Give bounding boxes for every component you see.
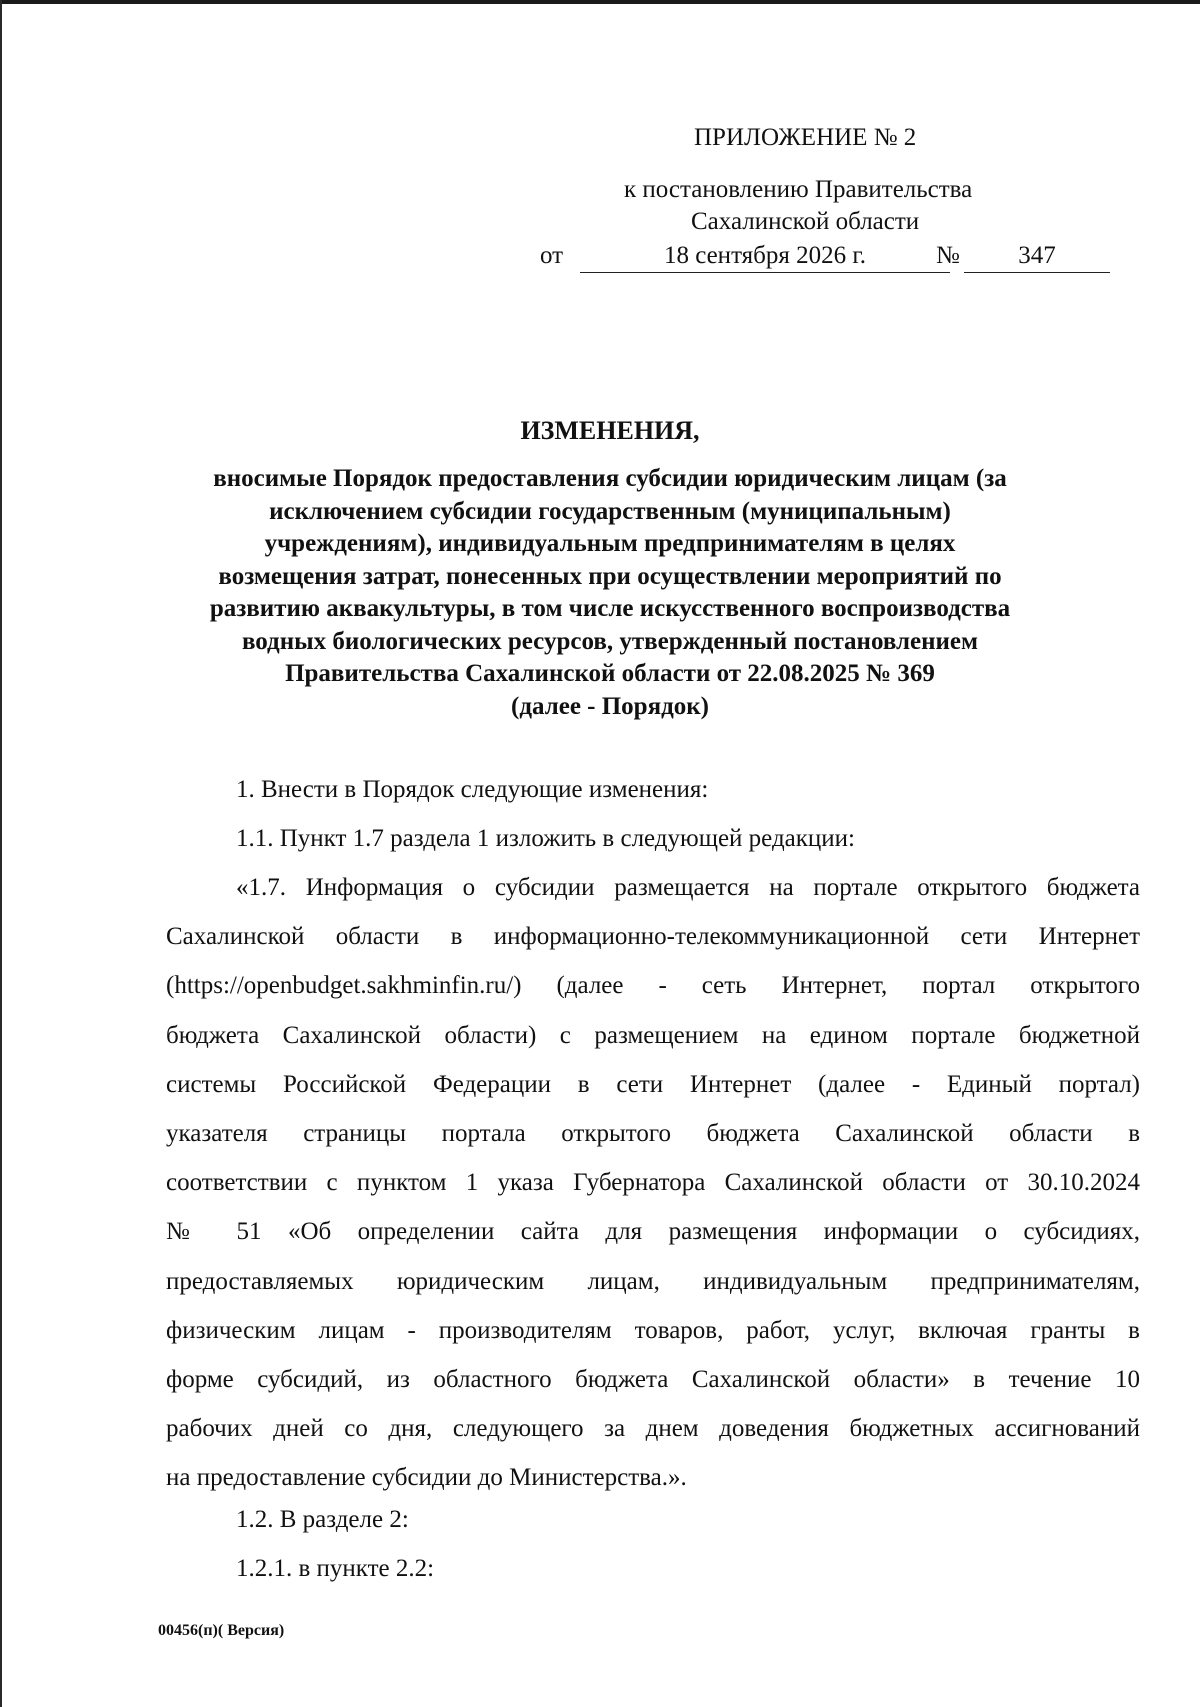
document-title: ИЗМЕНЕНИЯ,	[520, 416, 700, 445]
paragraph-1: 1. Внести в Порядок следующие изменения:	[236, 776, 709, 803]
subtitle-line: вносимые Порядок предоставления субсидии юридическим лицам (за	[213, 465, 1007, 492]
quote-line: № 51 «Об определении сайта для размещения информации о субсидиях,	[166, 1218, 1140, 1246]
appendix-line-1: к постановлению Правительства	[624, 176, 973, 203]
quote-line: соответствии с пунктом 1 указа Губернатора Сахалинской области от 30.10.2024	[166, 1169, 1140, 1197]
quote-line: указателя страницы портала открытого бюджета Сахалинской области в	[166, 1119, 1140, 1147]
quote-line: предоставляемых юридическим лицам, индивидуальным предпринимателям,	[166, 1267, 1140, 1295]
decree-from-label: от	[540, 242, 564, 269]
decree-number: 347	[964, 242, 1110, 273]
subtitle-line: возмещения затрат, понесенных при осуществлении мероприятий по	[218, 562, 1002, 590]
quote-line: системы Российской Федерации в сети Интернет (далее - Единый портал)	[166, 1070, 1140, 1098]
quote-line: Сахалинской области в информационно-телекоммуникационной сети Интернет	[166, 923, 1140, 951]
quote-line: физическим лицам - производителям товаров, работ, услуг, включая гранты в	[166, 1316, 1140, 1344]
subtitle-line: исключением субсидии государственным (муниципальным)	[269, 497, 951, 525]
quote-line: рабочих дней со дня, следующего за днем доведения бюджетных ассигнований	[166, 1415, 1140, 1443]
decree-number-label: №	[936, 242, 960, 269]
subtitle-line: развитию аквакультуры, в том числе искусственного воспроизводства	[209, 595, 1011, 622]
quoted-paragraph	[166, 863, 1140, 1502]
decree-date: 18 сентября 2026 г.	[580, 242, 950, 273]
quote-line: бюджета Сахалинской области) с размещением на едином портале бюджетной	[166, 1021, 1140, 1049]
subtitle-line: учреждениям), индивидуальным предпринимателям в целях	[264, 530, 956, 557]
document-subtitle	[140, 463, 1080, 723]
paragraph-1-2-1: 1.2.1. в пункте 2.2:	[236, 1555, 435, 1582]
appendix-line-2: Сахалинской области	[691, 208, 920, 235]
scan-top-border	[0, 0, 1200, 4]
quote-line-last: на предоставление субсидии до Министерства.».	[166, 1464, 687, 1492]
paragraph-1-1: 1.1. Пункт 1.7 раздела 1 изложить в следующей редакции:	[236, 825, 855, 852]
subtitle-line: водных биологических ресурсов, утвержденный постановлением	[241, 627, 979, 655]
scan-left-border	[0, 0, 2, 1707]
paragraph-1-2: 1.2. В разделе 2:	[236, 1506, 409, 1533]
subtitle-line: Правительства Сахалинской области от 22.08.2025 № 369	[285, 660, 935, 687]
appendix-title: ПРИЛОЖЕНИЕ № 2	[694, 124, 917, 151]
quote-line: (https://openbudget.sakhminfin.ru/) (далее - сеть Интернет, портал открытого	[166, 972, 1140, 1000]
quote-line: форме субсидий, из областного бюджета Сахалинской области» в течение 10	[166, 1365, 1140, 1393]
document-code: 00456(п)( Версия)	[158, 1622, 285, 1639]
subtitle-line: (далее - Порядок)	[511, 692, 709, 720]
quote-line-first: «1.7. Информация о субсидии размещается на портале открытого бюджета	[236, 874, 1140, 901]
